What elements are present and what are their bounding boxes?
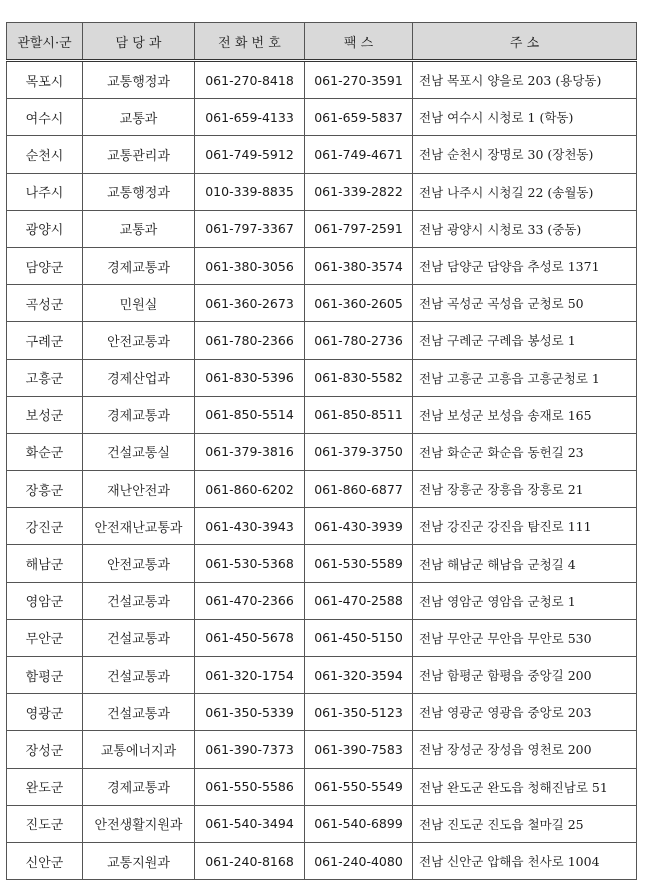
table-row xyxy=(7,433,637,470)
cell-region: 함평군 xyxy=(7,657,83,694)
cell-phone: 061-830-5396 xyxy=(195,359,305,396)
cell-phone: 061-659-4133 xyxy=(195,99,305,136)
cell-phone: 061-320-1754 xyxy=(195,657,305,694)
cell-department: 건설교통과 xyxy=(83,582,195,619)
cell-region: 여수시 xyxy=(7,99,83,136)
cell-fax: 061-350-5123 xyxy=(305,694,413,731)
cell-phone: 061-430-3943 xyxy=(195,508,305,545)
table-row xyxy=(7,805,637,842)
cell-department: 민원실 xyxy=(83,285,195,322)
cell-fax: 061-450-5150 xyxy=(305,619,413,656)
cell-region: 나주시 xyxy=(7,173,83,210)
table-row xyxy=(7,582,637,619)
cell-region: 신안군 xyxy=(7,842,83,879)
cell-phone: 061-540-3494 xyxy=(195,805,305,842)
cell-phone: 061-780-2366 xyxy=(195,322,305,359)
cell-phone: 061-450-5678 xyxy=(195,619,305,656)
cell-region: 목포시 xyxy=(7,61,83,99)
cell-region: 완도군 xyxy=(7,768,83,805)
table-row xyxy=(7,61,637,99)
cell-fax: 061-749-4671 xyxy=(305,136,413,173)
cell-phone: 061-390-7373 xyxy=(195,731,305,768)
office-directory-table xyxy=(6,22,637,880)
cell-department: 교통과 xyxy=(83,99,195,136)
cell-department: 경제교통과 xyxy=(83,768,195,805)
cell-address: 전남 화순군 화순읍 동헌길 23 xyxy=(413,433,637,470)
cell-region: 담양군 xyxy=(7,247,83,284)
cell-address: 전남 영광군 영광읍 중앙로 203 xyxy=(413,694,637,731)
cell-address: 전남 무안군 무안읍 무안로 530 xyxy=(413,619,637,656)
cell-phone: 061-379-3816 xyxy=(195,433,305,470)
cell-fax: 061-240-4080 xyxy=(305,842,413,879)
cell-region: 영암군 xyxy=(7,582,83,619)
cell-region: 장흥군 xyxy=(7,471,83,508)
cell-fax: 061-797-2591 xyxy=(305,210,413,247)
cell-address: 전남 곡성군 곡성읍 군청로 50 xyxy=(413,285,637,322)
cell-address: 전남 나주시 시청길 22 (송월동) xyxy=(413,173,637,210)
cell-address: 전남 영암군 영암읍 군청로 1 xyxy=(413,582,637,619)
table-row xyxy=(7,247,637,284)
cell-department: 건설교통실 xyxy=(83,433,195,470)
cell-fax: 061-320-3594 xyxy=(305,657,413,694)
cell-fax: 061-830-5582 xyxy=(305,359,413,396)
cell-department: 재난안전과 xyxy=(83,471,195,508)
cell-fax: 061-470-2588 xyxy=(305,582,413,619)
cell-department: 안전교통과 xyxy=(83,545,195,582)
table-row xyxy=(7,545,637,582)
cell-fax: 061-379-3750 xyxy=(305,433,413,470)
cell-address: 전남 완도군 완도읍 청해진남로 51 xyxy=(413,768,637,805)
cell-region: 보성군 xyxy=(7,396,83,433)
table-row xyxy=(7,285,637,322)
cell-address: 전남 여수시 시청로 1 (학동) xyxy=(413,99,637,136)
table-row xyxy=(7,731,637,768)
table-row xyxy=(7,359,637,396)
cell-phone: 061-530-5368 xyxy=(195,545,305,582)
table-row xyxy=(7,842,637,879)
cell-fax: 061-390-7583 xyxy=(305,731,413,768)
header-row xyxy=(7,23,637,61)
table-row xyxy=(7,322,637,359)
cell-address: 전남 보성군 보성읍 송재로 165 xyxy=(413,396,637,433)
table-row xyxy=(7,694,637,731)
cell-fax: 061-339-2822 xyxy=(305,173,413,210)
cell-fax: 061-380-3574 xyxy=(305,247,413,284)
cell-address: 전남 순천시 장명로 30 (장천동) xyxy=(413,136,637,173)
cell-address: 전남 담양군 담양읍 추성로 1371 xyxy=(413,247,637,284)
cell-fax: 061-550-5549 xyxy=(305,768,413,805)
cell-region: 영광군 xyxy=(7,694,83,731)
cell-fax: 061-540-6899 xyxy=(305,805,413,842)
cell-department: 건설교통과 xyxy=(83,619,195,656)
cell-department: 안전생활지원과 xyxy=(83,805,195,842)
cell-address: 전남 진도군 진도읍 철마길 25 xyxy=(413,805,637,842)
table-row xyxy=(7,657,637,694)
cell-phone: 061-860-6202 xyxy=(195,471,305,508)
cell-region: 광양시 xyxy=(7,210,83,247)
cell-fax: 061-780-2736 xyxy=(305,322,413,359)
table-row xyxy=(7,471,637,508)
cell-address: 전남 목포시 양을로 203 (용당동) xyxy=(413,61,637,99)
cell-fax: 061-860-6877 xyxy=(305,471,413,508)
table-row xyxy=(7,508,637,545)
cell-department: 경제산업과 xyxy=(83,359,195,396)
table-row xyxy=(7,173,637,210)
cell-phone: 061-240-8168 xyxy=(195,842,305,879)
cell-region: 순천시 xyxy=(7,136,83,173)
table-row xyxy=(7,619,637,656)
cell-department: 교통행정과 xyxy=(83,61,195,99)
cell-address: 전남 해남군 해남읍 군청길 4 xyxy=(413,545,637,582)
cell-department: 경제교통과 xyxy=(83,247,195,284)
cell-region: 무안군 xyxy=(7,619,83,656)
table-header xyxy=(7,23,637,61)
cell-address: 전남 함평군 함평읍 중앙길 200 xyxy=(413,657,637,694)
cell-department: 교통관리과 xyxy=(83,136,195,173)
cell-department: 건설교통과 xyxy=(83,657,195,694)
cell-fax: 061-430-3939 xyxy=(305,508,413,545)
cell-phone: 061-550-5586 xyxy=(195,768,305,805)
cell-fax: 061-270-3591 xyxy=(305,61,413,99)
header-address: 주 소 xyxy=(413,23,637,61)
cell-fax: 061-360-2605 xyxy=(305,285,413,322)
cell-region: 강진군 xyxy=(7,508,83,545)
cell-phone: 061-470-2366 xyxy=(195,582,305,619)
cell-phone: 010-339-8835 xyxy=(195,173,305,210)
cell-department: 건설교통과 xyxy=(83,694,195,731)
cell-department: 안전교통과 xyxy=(83,322,195,359)
cell-department: 교통과 xyxy=(83,210,195,247)
cell-region: 장성군 xyxy=(7,731,83,768)
cell-address: 전남 장성군 장성읍 영천로 200 xyxy=(413,731,637,768)
header-department: 담 당 과 xyxy=(83,23,195,61)
cell-address: 전남 신안군 압해읍 천사로 1004 xyxy=(413,842,637,879)
cell-phone: 061-797-3367 xyxy=(195,210,305,247)
cell-region: 곡성군 xyxy=(7,285,83,322)
cell-phone: 061-270-8418 xyxy=(195,61,305,99)
table-row xyxy=(7,210,637,247)
cell-phone: 061-749-5912 xyxy=(195,136,305,173)
cell-address: 전남 강진군 강진읍 탐진로 111 xyxy=(413,508,637,545)
cell-region: 진도군 xyxy=(7,805,83,842)
table-row xyxy=(7,99,637,136)
cell-phone: 061-350-5339 xyxy=(195,694,305,731)
cell-region: 해남군 xyxy=(7,545,83,582)
cell-address: 전남 고흥군 고흥읍 고흥군청로 1 xyxy=(413,359,637,396)
table-body xyxy=(7,61,637,880)
cell-department: 교통에너지과 xyxy=(83,731,195,768)
cell-region: 화순군 xyxy=(7,433,83,470)
cell-department: 교통지원과 xyxy=(83,842,195,879)
cell-phone: 061-360-2673 xyxy=(195,285,305,322)
cell-department: 교통행정과 xyxy=(83,173,195,210)
cell-region: 고흥군 xyxy=(7,359,83,396)
header-region: 관할시·군 xyxy=(7,23,83,61)
cell-phone: 061-380-3056 xyxy=(195,247,305,284)
header-phone: 전 화 번 호 xyxy=(195,23,305,61)
cell-department: 경제교통과 xyxy=(83,396,195,433)
table-row xyxy=(7,768,637,805)
table-row xyxy=(7,136,637,173)
header-fax: 팩 스 xyxy=(305,23,413,61)
cell-region: 구례군 xyxy=(7,322,83,359)
cell-phone: 061-850-5514 xyxy=(195,396,305,433)
cell-address: 전남 광양시 시청로 33 (중동) xyxy=(413,210,637,247)
cell-address: 전남 장흥군 장흥읍 장흥로 21 xyxy=(413,471,637,508)
cell-fax: 061-530-5589 xyxy=(305,545,413,582)
cell-fax: 061-850-8511 xyxy=(305,396,413,433)
cell-address: 전남 구례군 구례읍 봉성로 1 xyxy=(413,322,637,359)
cell-fax: 061-659-5837 xyxy=(305,99,413,136)
cell-department: 안전재난교통과 xyxy=(83,508,195,545)
table-row xyxy=(7,396,637,433)
